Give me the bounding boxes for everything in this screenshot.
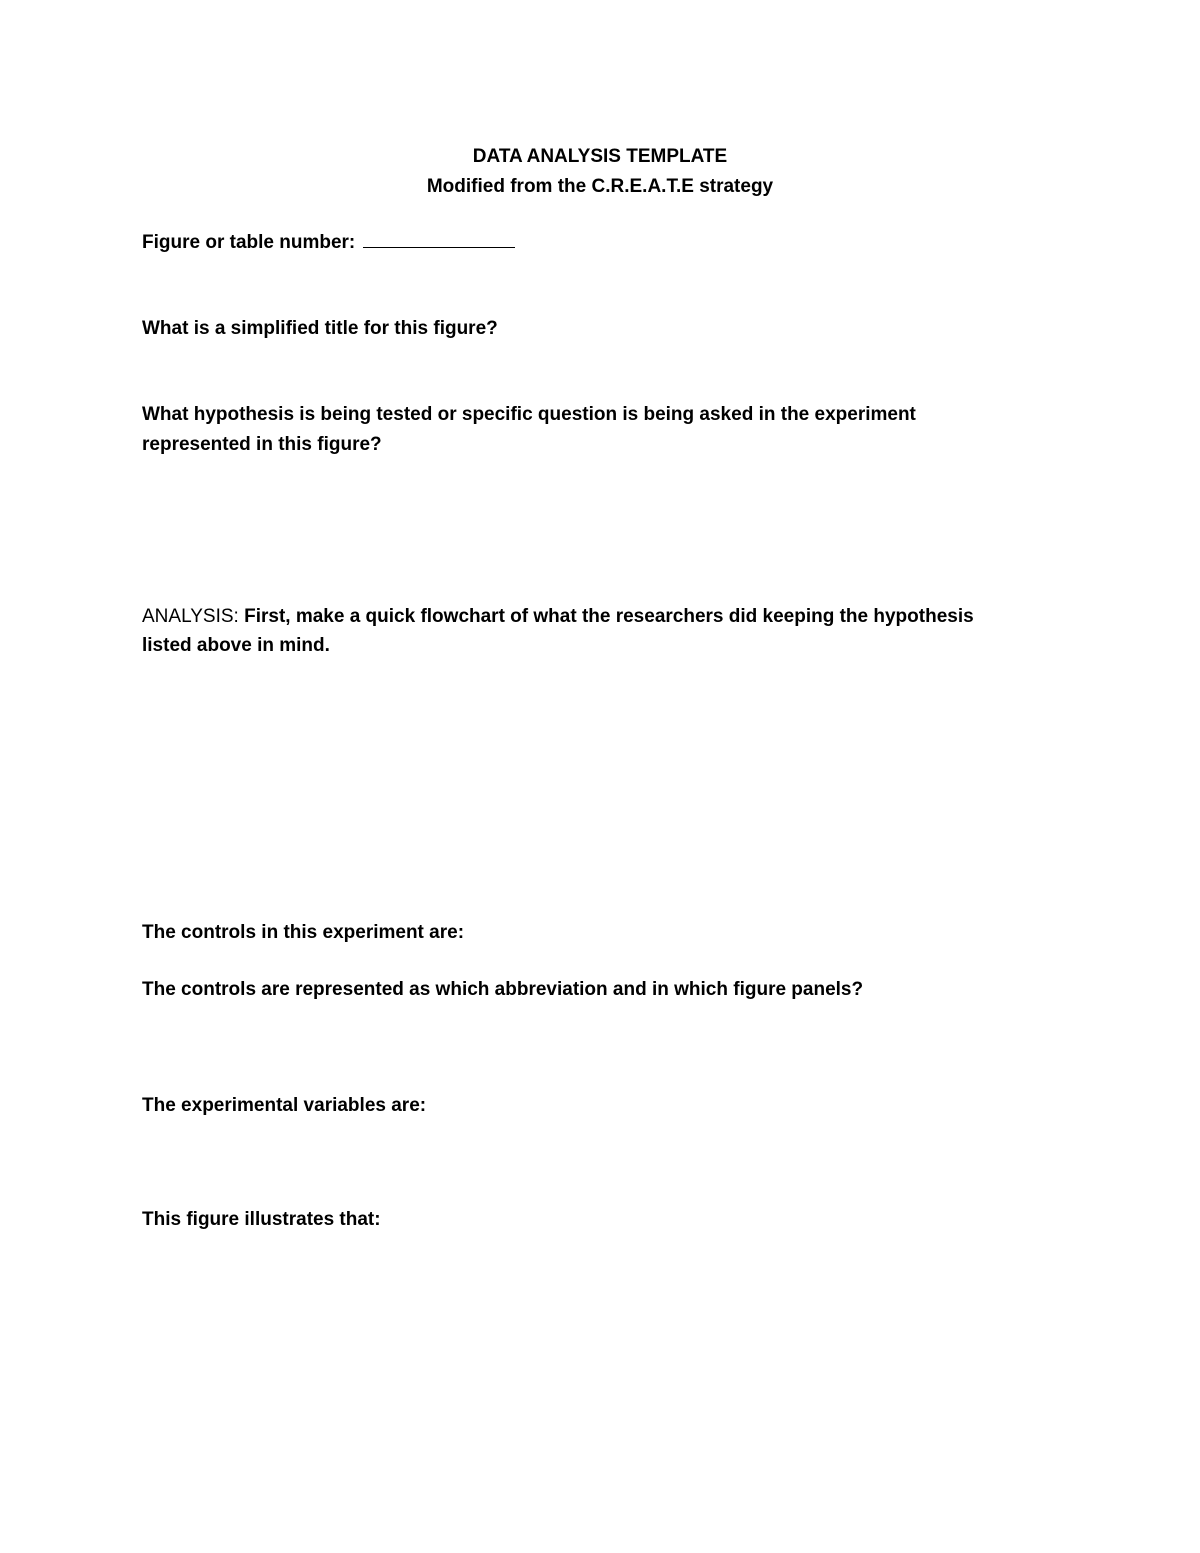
analysis-line-1-text: First, make a quick flowchart of what the researchers did keeping the hypothesis	[244, 606, 974, 627]
analysis-line-2: listed above in mind.	[142, 635, 330, 656]
analysis-prefix: ANALYSIS:	[142, 606, 239, 627]
question-controls: The controls in this experiment are:	[142, 922, 465, 943]
question-hypothesis-line-1: What hypothesis is being tested or specific question is being asked in the experiment	[142, 404, 916, 425]
figure-number-blank[interactable]	[363, 229, 515, 248]
document-title: DATA ANALYSIS TEMPLATE	[472, 146, 728, 167]
question-hypothesis-line-2: represented in this figure?	[142, 434, 382, 455]
question-simplified-title: What is a simplified title for this figure?	[142, 318, 498, 339]
figure-number-label: Figure or table number:	[142, 232, 356, 253]
question-controls-abbreviation: The controls are represented as which abbreviation and in which figure panels?	[142, 979, 864, 1000]
figure-number-line	[142, 228, 1042, 257]
title-block	[0, 142, 1200, 202]
question-figure-illustrates: This figure illustrates that:	[142, 1209, 381, 1230]
analysis-line-1	[142, 602, 1042, 631]
document-subtitle: Modified from the C.R.E.A.T.E strategy	[426, 176, 774, 197]
question-experimental-variables: The experimental variables are:	[142, 1095, 427, 1116]
